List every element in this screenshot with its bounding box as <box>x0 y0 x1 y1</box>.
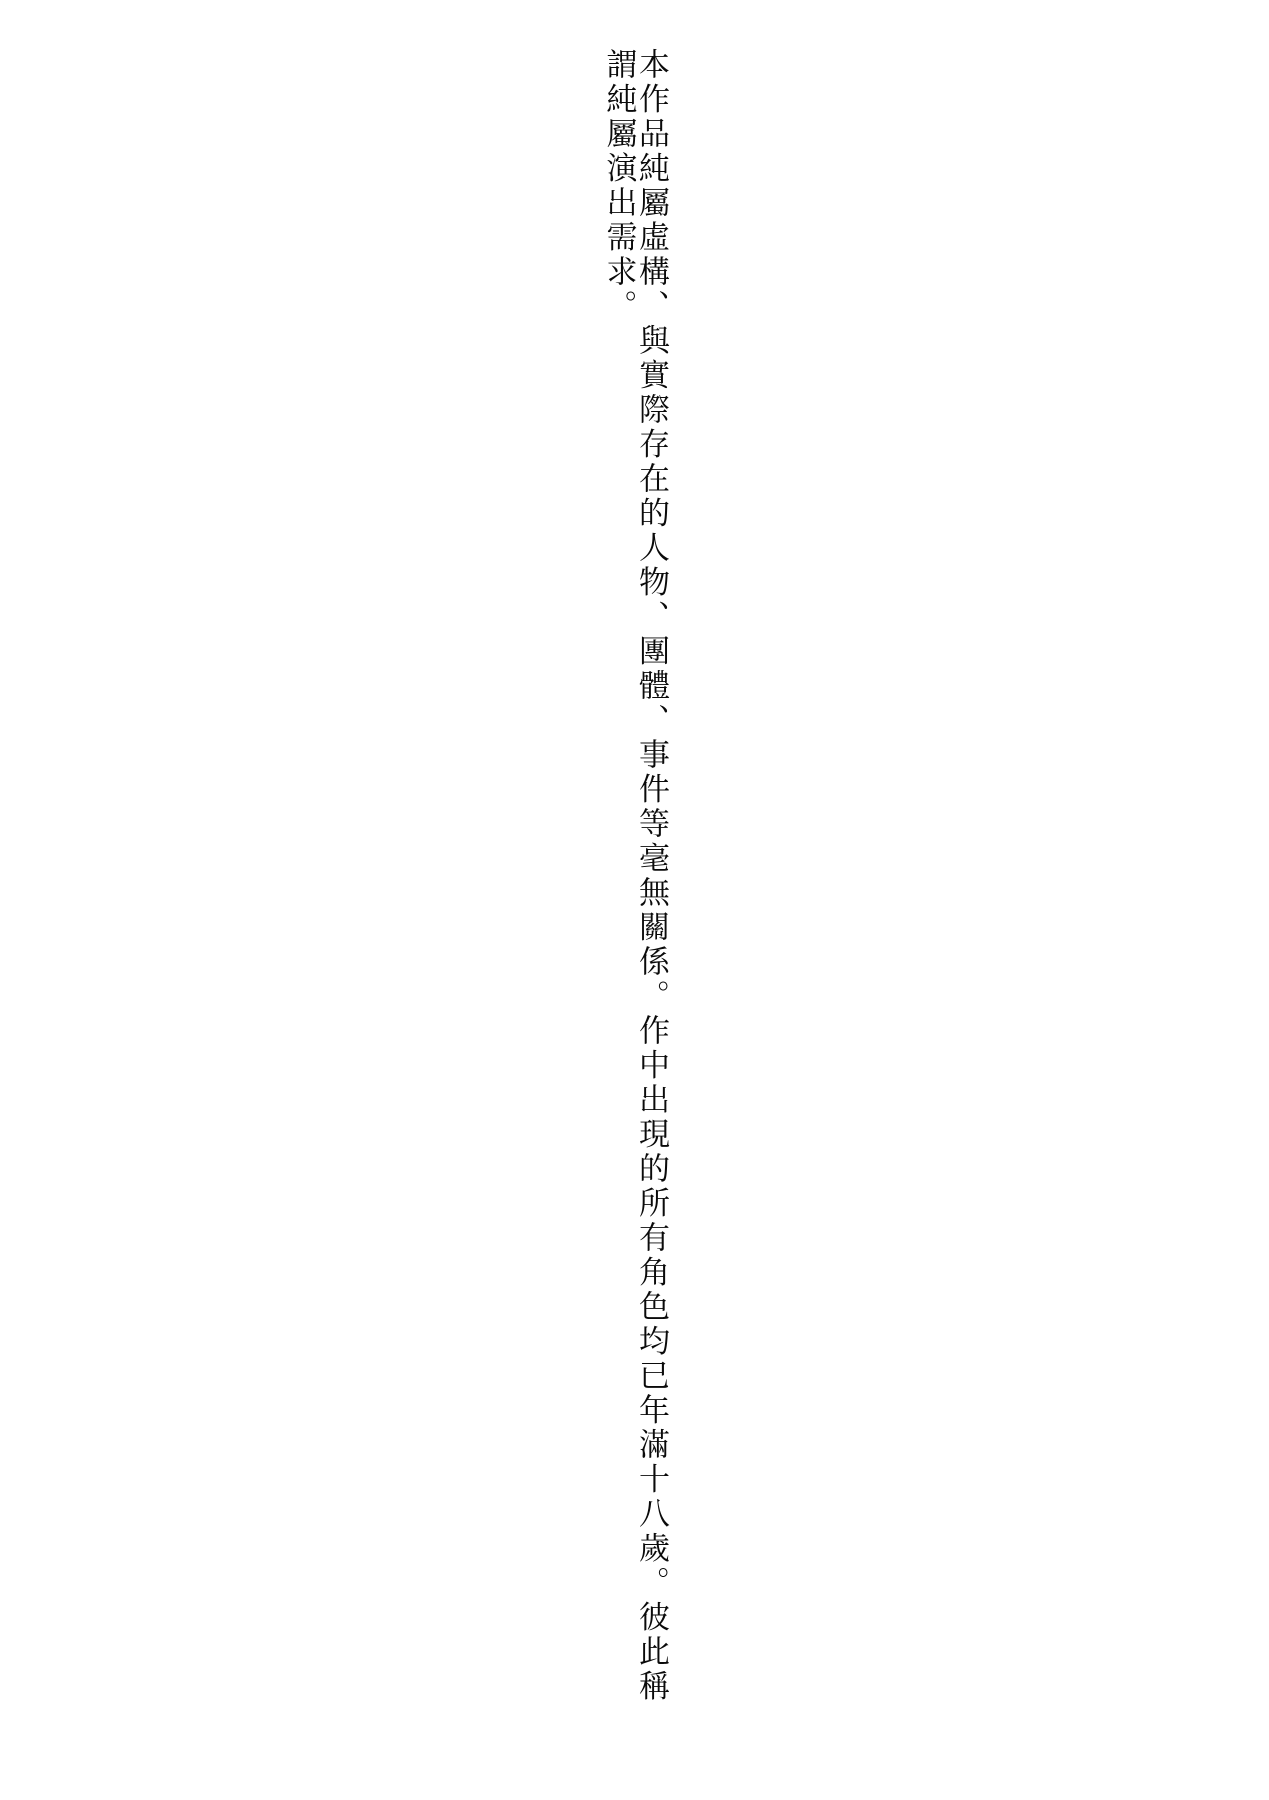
disclaimer-block <box>0 48 1269 1748</box>
disclaimer-text: 本作品純屬虛構、與實際存在的人物、團體、事件等毫無關係。作中出現的所有角色均已年滿十八歲。彼此稱謂純屬演出需求。 <box>600 48 670 1704</box>
